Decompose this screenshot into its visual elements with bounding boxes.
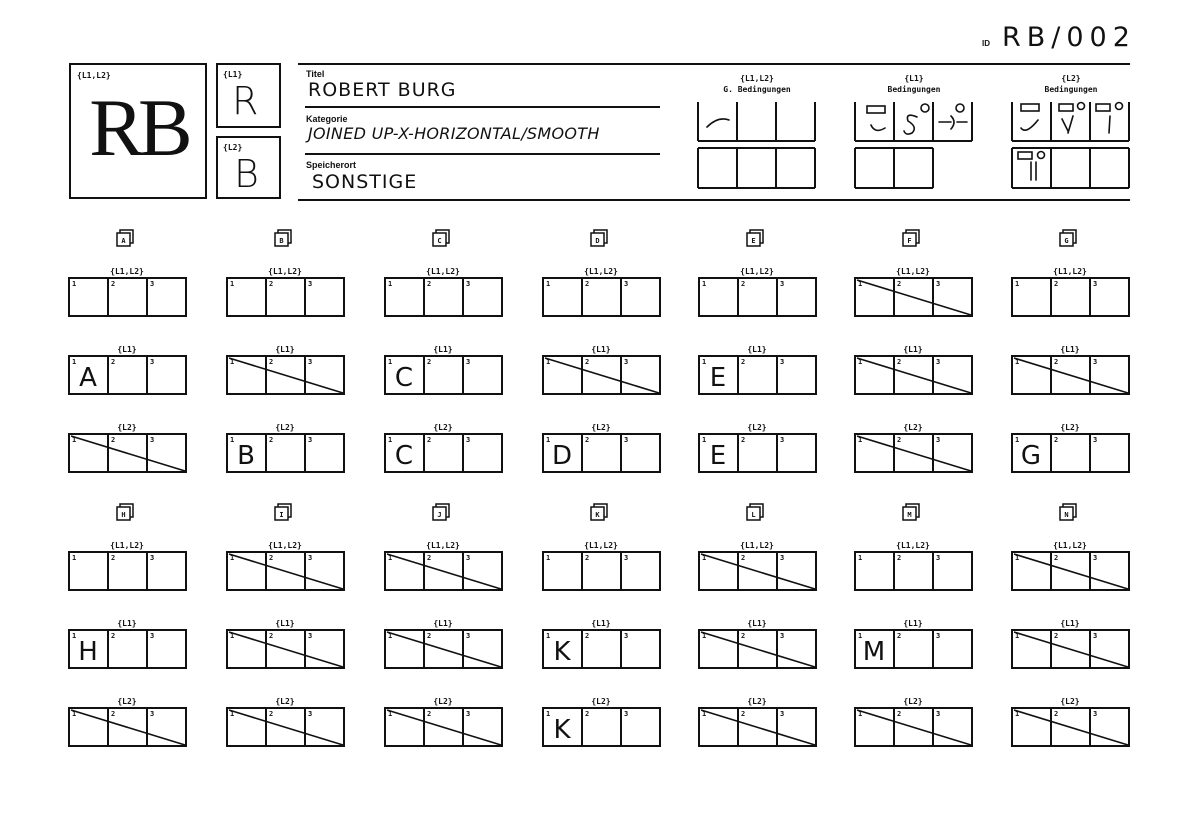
cell-number: 1	[230, 436, 235, 444]
group-label: {L1}	[117, 619, 137, 628]
group-label: {L1}	[591, 345, 611, 354]
cell-number: 2	[269, 632, 274, 640]
cross-out-stroke	[229, 632, 343, 667]
cell-number: 3	[624, 554, 629, 562]
cell-number: 2	[585, 554, 590, 562]
group-label: {L2}	[903, 697, 923, 706]
handwritten-sample: B	[237, 441, 255, 471]
handwritten-sample: M	[862, 637, 886, 667]
cell-number: 1	[546, 554, 551, 562]
group-label: {L1,L2}	[584, 541, 618, 550]
group-label: {L1,L2}	[896, 267, 930, 276]
cell-number: 2	[741, 358, 746, 366]
letter-box-l1-letter: R	[232, 79, 259, 123]
group-label: {L1,L2}	[110, 541, 144, 550]
cell-number: 3	[466, 436, 471, 444]
cross-out-stroke	[857, 436, 971, 471]
cell-number: 3	[308, 280, 313, 288]
cell-number: 1	[388, 436, 393, 444]
group-label: {L2}	[591, 697, 611, 706]
cell-number: 2	[897, 280, 902, 288]
cell-number: 1	[858, 710, 863, 718]
group-label: {L1}	[903, 345, 923, 354]
cell-number: 2	[1054, 554, 1059, 562]
group-label: {L2}	[117, 697, 137, 706]
cell-number: 1	[858, 554, 863, 562]
group-label: {L1}	[591, 619, 611, 628]
cell-number: 1	[1015, 710, 1020, 718]
cross-out-stroke	[857, 280, 971, 315]
cell-number: 3	[780, 632, 785, 640]
cross-out-stroke	[701, 554, 815, 589]
cell-number: 3	[624, 358, 629, 366]
cell-number: 3	[1093, 280, 1098, 288]
group-label: {L1,L2}	[1053, 541, 1087, 550]
title-label: Titel	[306, 69, 325, 79]
cell-number: 3	[936, 436, 941, 444]
cell-number: 2	[741, 436, 746, 444]
cell-number: 3	[780, 436, 785, 444]
cell-number: 3	[780, 280, 785, 288]
cell-number: 3	[466, 710, 471, 718]
column-letter-G: G	[1064, 237, 1069, 245]
cell-number: 3	[150, 632, 155, 640]
handwritten-sample: K	[553, 637, 571, 667]
cell-number: 1	[546, 436, 551, 444]
conditions-general-group: {L1,L2}	[740, 74, 774, 83]
id-prefix: ID	[982, 39, 990, 48]
group-label: {L2}	[1060, 423, 1080, 432]
cell-number: 3	[936, 280, 941, 288]
cell-number: 1	[546, 632, 551, 640]
cell-number: 3	[780, 358, 785, 366]
category-value: JOINED UP-X-HORIZONTAL/SMOOTH	[308, 124, 600, 143]
title-value: ROBERT BURG	[308, 79, 457, 101]
column-letter-H: H	[121, 511, 126, 519]
column-letter-F: F	[907, 237, 912, 245]
cell-number: 3	[1093, 710, 1098, 718]
column-letter-D: D	[595, 237, 600, 245]
group-label: {L1,L2}	[426, 267, 460, 276]
column-letter-K: K	[595, 511, 600, 519]
storage-value: SONSTIGE	[312, 171, 418, 193]
group-label: {L1}	[275, 345, 295, 354]
cell-number: 3	[466, 554, 471, 562]
handwritten-sample: E	[709, 441, 727, 471]
cell-number: 1	[858, 280, 863, 288]
group-label: {L2}	[117, 423, 137, 432]
cell-number: 2	[897, 436, 902, 444]
column-letter-J: J	[437, 511, 442, 519]
cell-number: 2	[1054, 280, 1059, 288]
cross-out-stroke	[1014, 554, 1128, 589]
cell-number: 3	[624, 280, 629, 288]
cell-number: 3	[936, 358, 941, 366]
cell-number: 1	[388, 358, 393, 366]
cross-out-stroke	[387, 632, 501, 667]
letter-box-l2-letter: B	[234, 152, 259, 196]
cross-out-stroke	[857, 710, 971, 745]
cross-out-stroke	[701, 710, 815, 745]
group-label: {L1,L2}	[896, 541, 930, 550]
cell-number: 3	[1093, 436, 1098, 444]
cell-number: 1	[702, 710, 707, 718]
group-label: {L1,L2}	[426, 541, 460, 550]
column-letter-E: E	[751, 237, 756, 245]
cell-number: 3	[780, 554, 785, 562]
cell-number: 2	[897, 554, 902, 562]
cell-number: 3	[624, 632, 629, 640]
column-letter-B: B	[279, 237, 284, 245]
conditions-l2-group: {L2}	[1061, 74, 1081, 83]
cell-number: 2	[111, 358, 116, 366]
cell-number: 3	[308, 358, 313, 366]
monogram-group-label: {L1,L2}	[77, 71, 111, 80]
cross-out-stroke	[545, 358, 659, 393]
cell-number: 1	[72, 358, 77, 366]
handwritten-sample: D	[551, 441, 573, 471]
cell-number: 3	[936, 632, 941, 640]
cell-number: 2	[427, 710, 432, 718]
cell-number: 3	[1093, 632, 1098, 640]
category-label: Kategorie	[306, 114, 348, 124]
cell-number: 3	[308, 554, 313, 562]
monogram-logo: RB	[89, 82, 187, 173]
cell-number: 3	[308, 632, 313, 640]
group-label: {L1,L2}	[1053, 267, 1087, 276]
group-label: {L2}	[747, 697, 767, 706]
group-label: {L2}	[747, 423, 767, 432]
group-label: {L1}	[903, 619, 923, 628]
cell-number: 1	[1015, 632, 1020, 640]
cell-number: 3	[150, 358, 155, 366]
conditions-general-title: G. Bedingungen	[723, 85, 791, 94]
cell-number: 2	[1054, 436, 1059, 444]
id-value: RB/002	[1002, 22, 1136, 53]
handwritten-sample: H	[78, 637, 98, 667]
group-label: {L2}	[433, 697, 453, 706]
cell-number: 2	[111, 280, 116, 288]
letter-box-l2-label: {L2}	[223, 143, 243, 152]
cell-number: 1	[702, 632, 707, 640]
group-label: {L1,L2}	[268, 267, 302, 276]
cell-number: 2	[111, 554, 116, 562]
cell-number: 1	[230, 358, 235, 366]
group-label: {L1,L2}	[110, 267, 144, 276]
cell-number: 2	[269, 554, 274, 562]
group-label: {L1}	[117, 345, 137, 354]
column-letter-A: A	[121, 237, 126, 245]
sample-row-box	[543, 278, 660, 316]
column-letter-N: N	[1064, 511, 1069, 519]
sample-row-box	[855, 552, 972, 590]
storage-label: Speicherort	[306, 160, 357, 170]
cell-number: 1	[72, 280, 77, 288]
group-label: {L1}	[747, 345, 767, 354]
cell-number: 2	[269, 358, 274, 366]
letter-box-l1-label: {L1}	[223, 70, 243, 79]
cross-out-stroke	[71, 710, 185, 745]
cell-number: 1	[230, 710, 235, 718]
cross-out-stroke	[1014, 358, 1128, 393]
cross-out-stroke	[229, 554, 343, 589]
cell-number: 3	[624, 436, 629, 444]
cell-number: 1	[72, 632, 77, 640]
cell-number: 1	[388, 710, 393, 718]
conditions-l1-title: Bedingungen	[887, 85, 941, 94]
group-label: {L2}	[903, 423, 923, 432]
sample-row-box	[699, 278, 816, 316]
column-letter-C: C	[437, 237, 442, 245]
cell-number: 1	[858, 358, 863, 366]
cell-number: 1	[702, 436, 707, 444]
cell-number: 3	[308, 436, 313, 444]
group-label: {L2}	[1060, 697, 1080, 706]
cell-number: 2	[111, 436, 116, 444]
group-label: {L1}	[747, 619, 767, 628]
sample-row-box	[69, 278, 186, 316]
cell-number: 2	[585, 710, 590, 718]
cell-number: 3	[780, 710, 785, 718]
group-label: {L1}	[1060, 345, 1080, 354]
cell-number: 2	[741, 632, 746, 640]
cross-out-stroke	[387, 554, 501, 589]
cell-number: 1	[702, 358, 707, 366]
cell-number: 1	[230, 632, 235, 640]
cell-number: 1	[72, 554, 77, 562]
cell-number: 2	[741, 710, 746, 718]
cross-out-stroke	[701, 632, 815, 667]
cell-number: 1	[702, 280, 707, 288]
group-label: {L1}	[1060, 619, 1080, 628]
group-label: {L1,L2}	[268, 541, 302, 550]
cell-number: 2	[1054, 358, 1059, 366]
sample-row-box	[543, 552, 660, 590]
cross-out-stroke	[857, 358, 971, 393]
cell-number: 2	[897, 710, 902, 718]
conditions-l1-group: {L1}	[904, 74, 924, 83]
group-label: {L1}	[433, 345, 453, 354]
cell-number: 3	[150, 436, 155, 444]
cell-number: 1	[546, 358, 551, 366]
cell-number: 3	[150, 280, 155, 288]
cell-number: 3	[150, 710, 155, 718]
handwritten-sample: C	[394, 363, 414, 393]
cell-number: 2	[427, 554, 432, 562]
cell-number: 1	[1015, 554, 1020, 562]
handwritten-sample: K	[553, 715, 571, 745]
sample-row-box	[385, 278, 502, 316]
sample-row-box	[69, 552, 186, 590]
column-letter-M: M	[907, 511, 912, 519]
cell-number: 1	[388, 632, 393, 640]
column-letter-I: I	[279, 511, 284, 519]
cell-number: 3	[936, 710, 941, 718]
cross-out-stroke	[387, 710, 501, 745]
cell-number: 1	[858, 436, 863, 444]
cell-number: 1	[72, 710, 77, 718]
cell-number: 2	[1054, 710, 1059, 718]
cell-number: 3	[466, 358, 471, 366]
group-label: {L2}	[591, 423, 611, 432]
cell-number: 1	[1015, 358, 1020, 366]
cross-out-stroke	[71, 436, 185, 471]
cross-out-stroke	[1014, 710, 1128, 745]
cell-number: 3	[308, 710, 313, 718]
handwritten-sample: C	[394, 441, 414, 471]
sample-row-box	[1012, 278, 1129, 316]
group-label: {L2}	[275, 423, 295, 432]
cell-number: 2	[585, 632, 590, 640]
group-label: {L1}	[433, 619, 453, 628]
handwritten-sample: A	[79, 363, 97, 393]
cell-number: 2	[111, 710, 116, 718]
cell-number: 1	[1015, 436, 1020, 444]
cell-number: 1	[858, 632, 863, 640]
cell-number: 2	[269, 280, 274, 288]
handwritten-sample: G	[1020, 441, 1042, 471]
group-label: {L2}	[275, 697, 295, 706]
cell-number: 3	[150, 554, 155, 562]
cell-number: 1	[388, 554, 393, 562]
group-label: {L1}	[275, 619, 295, 628]
cell-number: 2	[1054, 632, 1059, 640]
conditions-l2-title: Bedingungen	[1044, 85, 1098, 94]
cell-number: 2	[741, 554, 746, 562]
cell-number: 3	[1093, 358, 1098, 366]
group-label: {L1,L2}	[584, 267, 618, 276]
group-label: {L1,L2}	[740, 267, 774, 276]
cell-number: 2	[427, 358, 432, 366]
cross-out-stroke	[229, 358, 343, 393]
cell-number: 3	[936, 554, 941, 562]
cell-number: 2	[269, 436, 274, 444]
cross-out-stroke	[1014, 632, 1128, 667]
cell-number: 2	[741, 280, 746, 288]
cell-number: 2	[269, 710, 274, 718]
cell-number: 1	[702, 554, 707, 562]
column-letter-L: L	[751, 511, 756, 519]
cell-number: 2	[585, 436, 590, 444]
cell-number: 2	[427, 280, 432, 288]
group-label: {L1,L2}	[740, 541, 774, 550]
cell-number: 3	[466, 280, 471, 288]
cell-number: 1	[546, 280, 551, 288]
cell-number: 2	[897, 632, 902, 640]
cell-number: 2	[897, 358, 902, 366]
cell-number: 2	[585, 358, 590, 366]
cell-number: 2	[111, 632, 116, 640]
cell-number: 1	[388, 280, 393, 288]
cell-number: 1	[72, 436, 77, 444]
cell-number: 3	[624, 710, 629, 718]
cell-number: 1	[230, 280, 235, 288]
cell-number: 3	[466, 632, 471, 640]
group-label: {L2}	[433, 423, 453, 432]
cell-number: 2	[585, 280, 590, 288]
handwritten-sample: E	[709, 363, 727, 393]
cell-number: 2	[427, 436, 432, 444]
cell-number: 3	[1093, 554, 1098, 562]
cell-number: 1	[230, 554, 235, 562]
cross-out-stroke	[229, 710, 343, 745]
sample-row-box	[227, 278, 344, 316]
cell-number: 1	[1015, 280, 1020, 288]
cell-number: 2	[427, 632, 432, 640]
cell-number: 1	[546, 710, 551, 718]
